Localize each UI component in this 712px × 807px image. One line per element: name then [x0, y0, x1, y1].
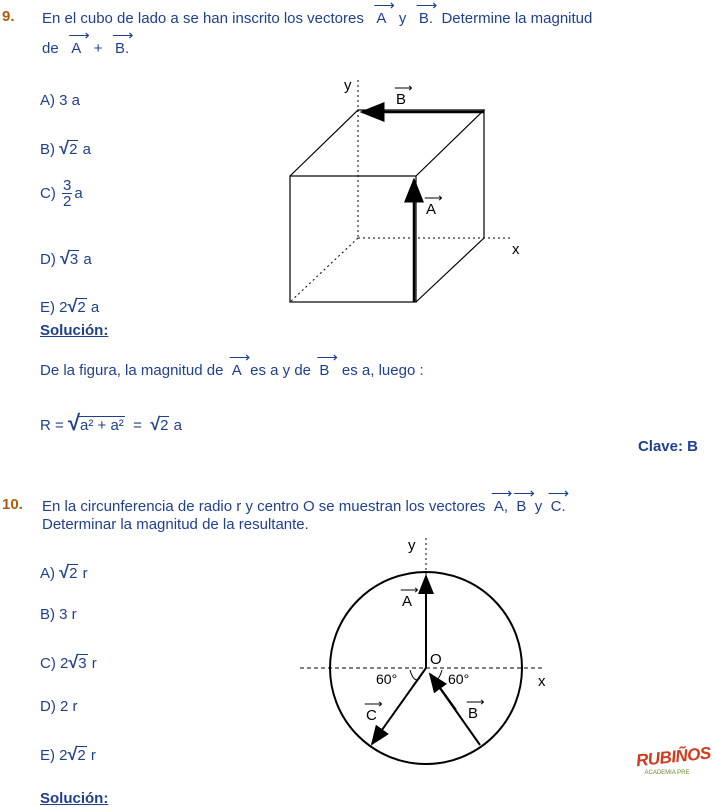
logo-subtext: ACADEMIA PRE: [644, 770, 690, 776]
q9-solution-line: De la figura, la magnitud de ⟶ A es a y de ⟶ B es a, luego :: [40, 349, 424, 379]
q9-text-end: Determine la magnitud: [441, 10, 593, 27]
q9-vector-b-label-arrow: ⟶: [394, 80, 413, 95]
q9-plus: +: [93, 40, 103, 57]
q10-option-e: E) 2√2 r: [40, 744, 96, 764]
q10-statement-line1: En la circunferencia de radio r y centro O se muestran los vectores ⟶ A, ⟶ B y ⟶ C.: [42, 485, 570, 515]
q9-x-label: x: [512, 241, 520, 258]
q9-cube-figure: [270, 70, 530, 310]
q10-option-a: A) √2 r: [40, 562, 88, 582]
q10-angle-right: 60°: [448, 671, 470, 687]
q9-vector-b2: ⟶ B.: [112, 27, 134, 57]
q9-vector-a2: ⟶ A: [68, 27, 90, 57]
q10-solution-heading: Solución:: [40, 790, 109, 807]
q9-option-b: B) √2 a: [40, 138, 91, 158]
q9-cube-top-face: [290, 110, 484, 176]
q9-vector-a: ⟶ A: [373, 0, 395, 27]
q10-statement-line2: Determinar la magnitud de la resultante.: [42, 516, 309, 533]
q10-vector-a: ⟶ A,: [490, 485, 513, 515]
question-number-10: 10.: [2, 496, 23, 513]
q9-option-e: E) 2√2 a: [40, 296, 100, 316]
rubinos-logo: [635, 743, 712, 776]
q9-sol-vector-b: ⟶ B: [316, 349, 338, 379]
q9-vector-b-label: B: [396, 91, 407, 108]
q9-vector-b: ⟶ B.: [415, 0, 438, 27]
q9-answer-key: Clave: B: [637, 438, 698, 455]
q10-vector-a-label-arrow: ⟶: [400, 582, 419, 597]
q9-y: y: [398, 10, 407, 27]
q9-option-a: A) 3 a: [40, 92, 81, 109]
q10-x-label: x: [538, 673, 546, 690]
q9-formula: R = √a² + a² = √2 a: [40, 410, 182, 435]
q10-vector-a-label: A: [402, 593, 413, 610]
q9-cube-front-face: [290, 176, 416, 302]
q10-angle-left: 60°: [376, 671, 398, 687]
question-number-9: 9.: [2, 8, 15, 25]
q9-option-c-fraction: $\frac{3}{2}$: [63, 177, 72, 210]
logo-text: RUBIÑOS: [635, 743, 712, 771]
q9-solution-heading: Solución:: [40, 322, 109, 339]
q10-center-label: O: [430, 651, 442, 668]
q9-vector-a-label: A: [426, 201, 437, 218]
q9-vector-a-label-arrow: ⟶: [424, 190, 443, 205]
q9-sol-vector-a: ⟶ A: [228, 349, 251, 379]
q9-y-label: y: [344, 77, 352, 94]
q10-vector-b: ⟶ B: [513, 485, 535, 515]
q10-circle-figure: [296, 534, 560, 756]
q10-option-d: D) 2 r: [40, 698, 78, 715]
q9-hidden-edge: [290, 238, 358, 302]
q9-statement-line2: [42, 27, 134, 57]
q9-option-c: C) $\frac{3}{2}$ a: [40, 177, 83, 210]
q9-option-d: D) √3 a: [40, 248, 92, 268]
q9-text: En el cubo de lado a se han inscrito los vectores: [42, 10, 364, 27]
q10-vector-b-label-arrow: ⟶: [466, 694, 485, 709]
q10-option-c: C) 2√3 r: [40, 652, 97, 672]
q10-vector-c-label-arrow: ⟶: [364, 696, 383, 711]
q10-vector-c: ⟶ C.: [547, 485, 570, 515]
q10-option-b: B) 3 r: [40, 606, 77, 623]
q9-statement-line1: [42, 0, 593, 27]
q10-vector-b-label: B: [468, 705, 479, 722]
q10-vector-c-label: C: [366, 707, 377, 724]
q10-y-label: y: [408, 537, 416, 554]
q9-de: de: [42, 40, 59, 57]
